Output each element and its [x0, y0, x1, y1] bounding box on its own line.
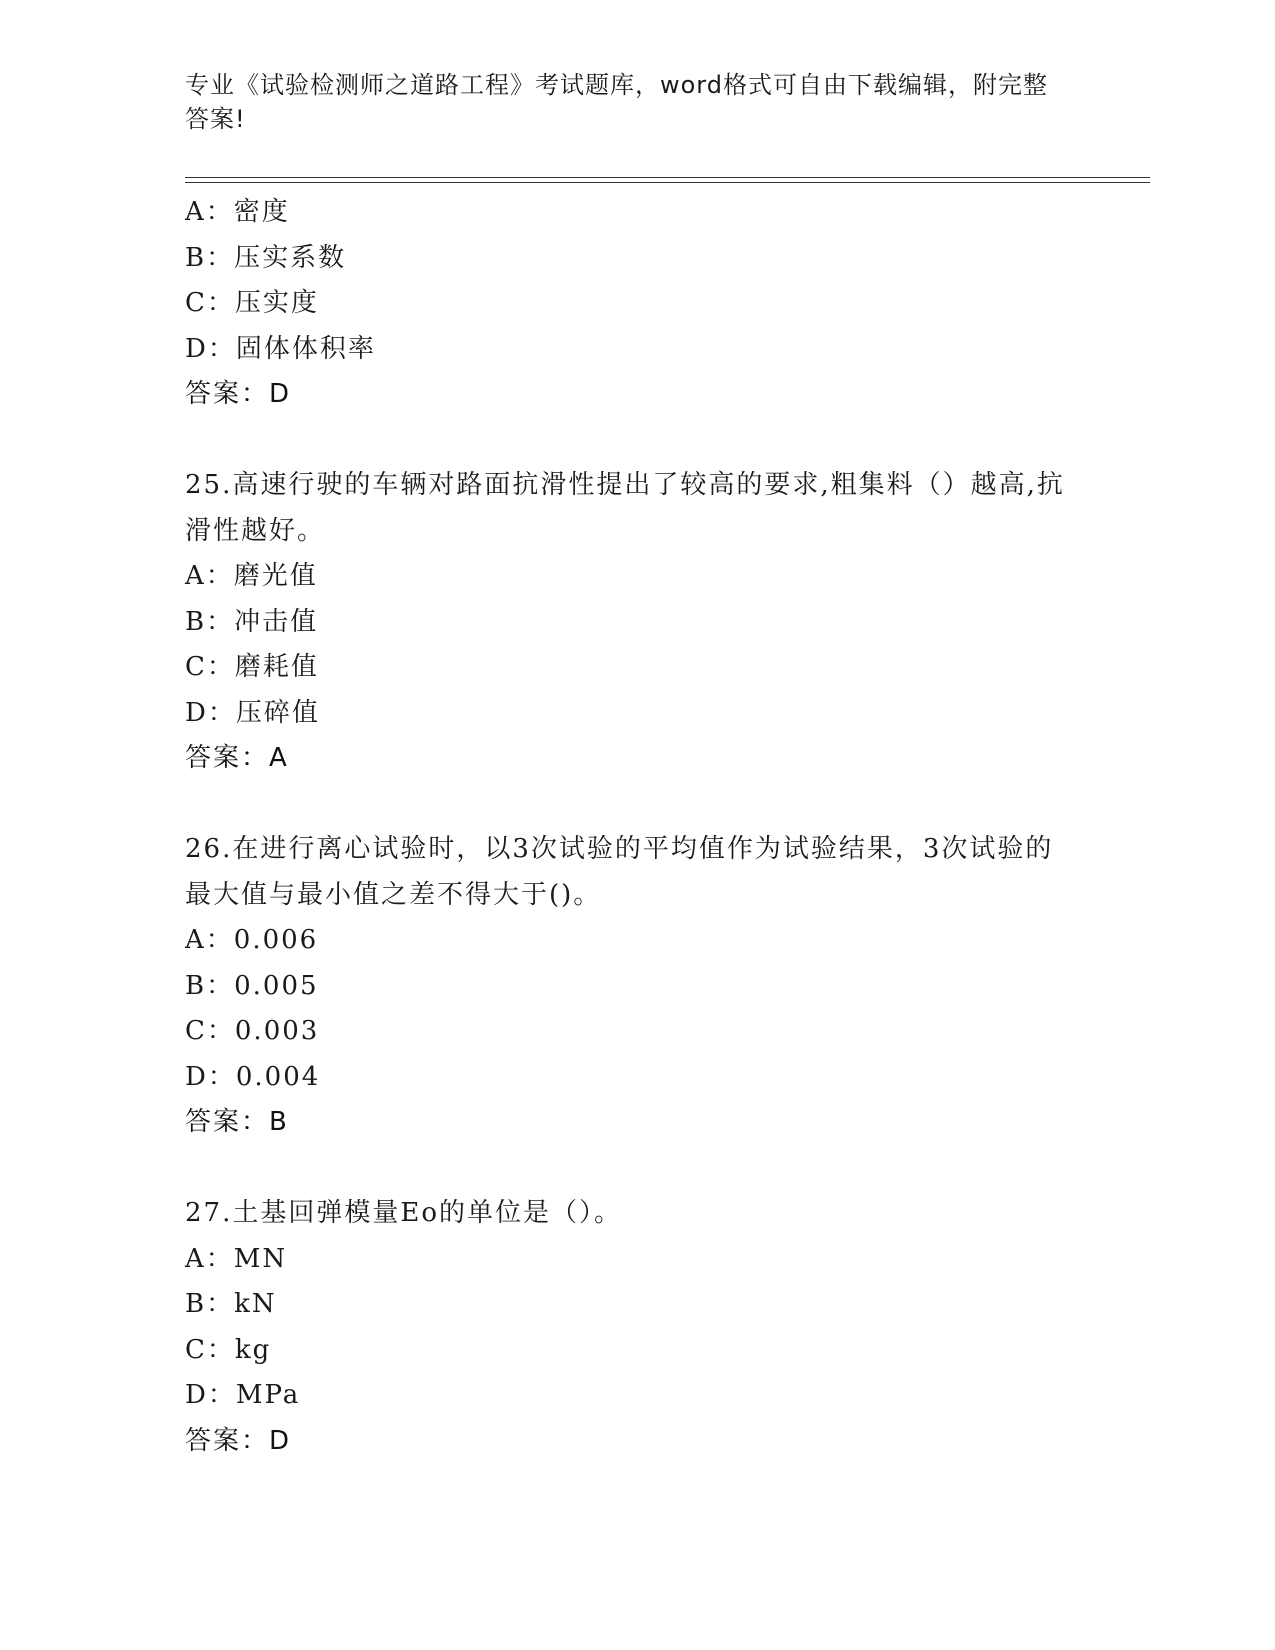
option-b: B：冲击值 [185, 606, 319, 637]
question-stem: 26.在进行离心试验时，以3次试验的平均值作为试验结果，3次试验的最大值与最小值之差不得大于()。 [185, 834, 1054, 910]
option-c: C：磨耗值 [185, 652, 319, 682]
option-a: A：密度 [185, 197, 290, 227]
spacer [185, 1146, 1065, 1192]
question-25 [185, 463, 1065, 782]
question-list [185, 190, 1065, 1464]
option-a: A：MN [185, 1243, 288, 1274]
answer: 答案：B [185, 1107, 289, 1137]
option-c: C：0.003 [185, 1016, 320, 1046]
option-d: D：固体体积率 [185, 333, 376, 364]
question-stem: 27.土基回弹模量Eo的单位是（）。 [185, 1198, 622, 1228]
option-d: D：MPa [185, 1380, 301, 1410]
question-24 [185, 190, 1065, 418]
answer: 答案：A [185, 743, 289, 773]
answer: 答案：D [185, 379, 292, 409]
header-divider-top [185, 177, 1150, 178]
question-stem: 25.高速行驶的车辆对路面抗滑性提出了较高的要求,粗集料（）越高,抗滑性越好。 [185, 470, 1065, 546]
spacer [185, 782, 1065, 828]
answer: 答案：D [185, 1425, 292, 1456]
option-b: B：压实系数 [185, 242, 347, 273]
option-b: B：kN [185, 1289, 277, 1319]
option-d: D：0.004 [185, 1061, 321, 1092]
option-d: D：压碎值 [185, 697, 320, 728]
header-divider-bottom [185, 182, 1150, 183]
document-header: 专业《试验检测师之道路工程》考试题库，word格式可自由下载编辑，附完整答案! [185, 71, 1048, 133]
option-b: B：0.005 [185, 970, 319, 1001]
question-27 [185, 1191, 1065, 1464]
option-a: A：磨光值 [185, 561, 318, 591]
spacer [185, 418, 1065, 464]
question-26 [185, 827, 1065, 1146]
option-c: C：压实度 [185, 288, 319, 318]
option-c: C：kg [185, 1334, 272, 1365]
option-a: A：0.006 [185, 925, 319, 955]
